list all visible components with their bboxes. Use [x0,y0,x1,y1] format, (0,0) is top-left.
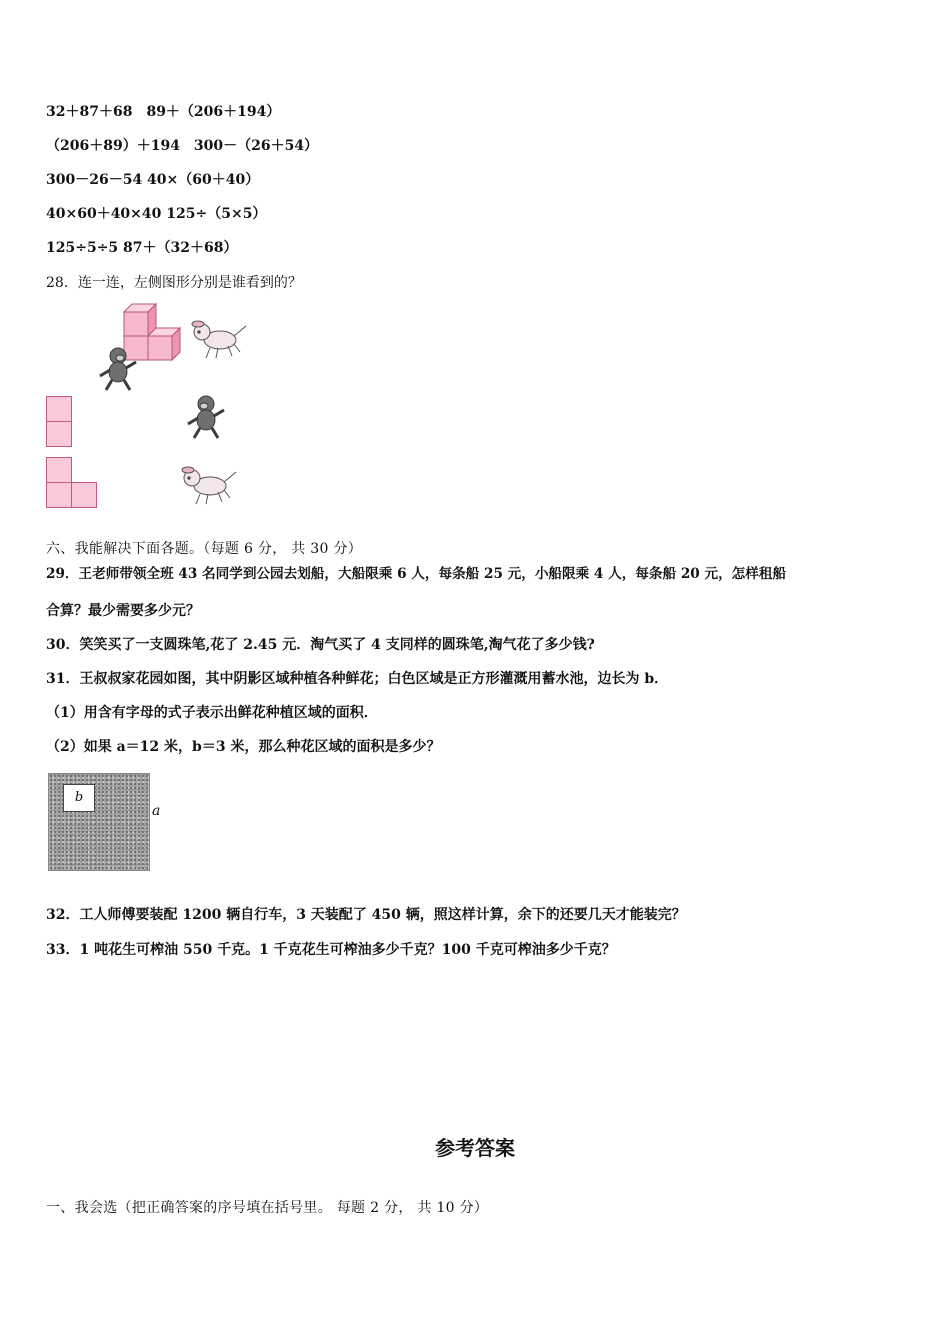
garden-diagram [48,773,150,871]
question-31: 31．王叔叔家花园如图，其中阴影区域种植各种鲜花；白色区域是正方形灌溉用蓄水池，边长为 b． [46,671,669,687]
question-30: 30．笑笑买了一支圆珠笔,花了 2.45 元．淘气买了 4 支同样的圆珠笔,淘气花了多少钱? [46,637,595,653]
question-31-part-1: （1）用含有字母的式子表示出鲜花种植区域的面积． [46,705,378,721]
dog-icon [190,316,250,366]
monkey-icon [184,394,228,444]
answers-title: 参考答案 [435,1136,515,1160]
pool-square: b [63,784,95,812]
garden-side-label: a [152,803,161,819]
calc-line-4: 40×60＋40×40 125÷（5×5） [46,206,267,222]
question-28: 28．连一连，左侧图形分别是谁看到的？ [46,275,302,291]
question-32: 32．工人师傅要装配 1200 辆自行车，3 天装配了 450 辆，照这样计算，余下的还要几天才能装完？ [46,907,686,923]
calc-line-2: （206＋89）＋194 300－（26＋54） [46,138,319,154]
calc-line-3: 300－26－54 40×（60＋40） [46,172,260,188]
question-33: 33．1 吨花生可榨油 550 千克。1 千克花生可榨油多少千克？100 千克可榨油多少千克？ [46,942,616,958]
question-29-line-2: 合算？最少需要多少元？ [46,603,200,619]
view-shape-l [46,457,98,509]
monkey-icon [96,346,140,396]
question-31-part-2: （2）如果 a＝12 米，b＝3 米，那么种花区域的面积是多少？ [46,739,441,755]
calc-line-1: 32＋87＋68 89＋（206＋194） [46,104,281,120]
dog-icon [180,462,240,512]
view-shape-vertical [46,396,72,448]
section-6-heading: 六、我能解决下面各题。（每题 6 分， 共 30 分） [46,541,363,557]
calc-line-5: 125÷5÷5 87＋（32＋68） [46,240,238,256]
section-1-heading: 一、我会选（把正确答案的序号填在括号里。 每题 2 分， 共 10 分） [46,1200,489,1216]
question-29-line-1: 29．王老师带领全班 43 名同学到公园去划船，大船限乘 6 人，每条船 25 元，小船限乘 4 人，每条船 20 元，怎样租船 [46,566,787,582]
